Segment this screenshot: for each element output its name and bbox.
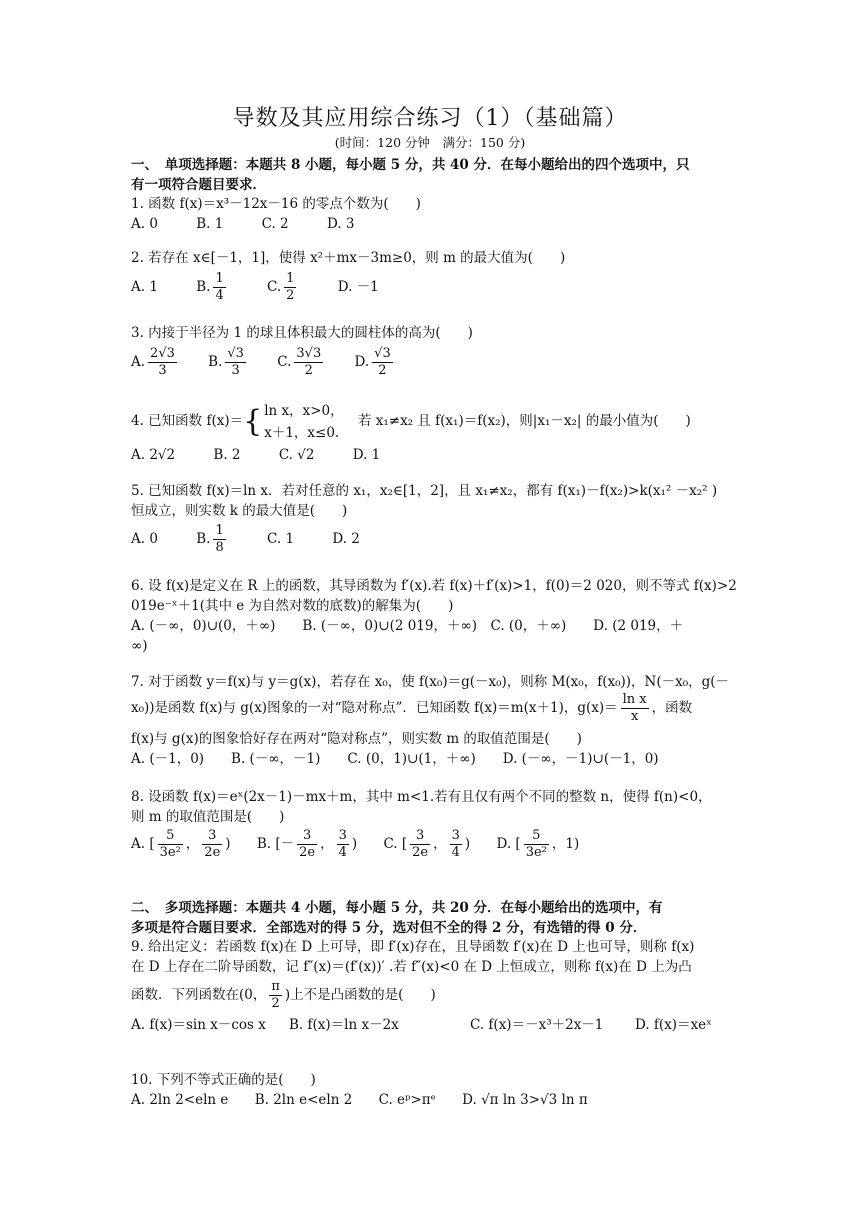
q5-option-b: B. $\frac{1}{8}$ (196, 523, 224, 555)
q1-option-d: D. 3 (326, 216, 355, 232)
q8-option-c: C. [ $\frac{3}{2e}$ ， $\frac{3}{4}$ ) (383, 828, 471, 860)
q4-options (131, 445, 414, 465)
q3-option-d-fraction: $\frac{√3}{2}$ (374, 346, 391, 378)
q1-stem: 1. 函数 f(x)＝x³－12x－16 的零点个数为( ) (131, 196, 421, 212)
q10-option-c: C. eᵖ>πᵉ (378, 1092, 436, 1108)
q9-line3: 函数．下列函数在(0， $\frac{\pi}{2}$ )上不是凸函数的是( ) (131, 979, 436, 1011)
q3-option-b-fraction: $\frac{√3}{3}$ (227, 346, 244, 378)
section1-heading-line2: 有一项符合题目要求． (131, 177, 266, 193)
q2-option-b-fraction: $\frac{1}{4}$ (215, 271, 224, 303)
q2-option-b: B. $\frac{1}{4}$ (196, 271, 224, 303)
q2-option-c-fraction: $\frac{1}{2}$ (286, 271, 295, 303)
q3-option-a-fraction: $\frac{2√3}{3}$ (150, 346, 175, 378)
q3-stem: 3. 内接于半径为 1 的球且体积最大的圆柱体的高为( ) (131, 325, 473, 341)
q6-line4: ∞) (131, 638, 148, 654)
q10-options (131, 1090, 622, 1110)
q4-option-a: A. 2√2 (131, 447, 176, 463)
q9-option-c: C. f(x)＝－x³＋2x－1 (470, 1017, 604, 1033)
q4-piecewise-brace: { (243, 403, 263, 439)
q8-c-frac2: $\frac{3}{4}$ (451, 828, 460, 860)
q5-option-b-fraction: $\frac{1}{8}$ (215, 523, 224, 555)
q8-b-frac2: $\frac{3}{4}$ (338, 828, 347, 860)
q2-option-c: C. $\frac{1}{2}$ (267, 271, 295, 303)
q5-line1: 5. 已知函数 f(x)＝ln x．若对任意的 x₁，x₂∈[1，2]，且 x₁≠x₂，都有 f(x₁)－f(x₂)>k(x₁² －x₂² ) (131, 483, 718, 499)
q2-option-d: D. －1 (337, 279, 379, 295)
q10-stem: 10. 下列不等式正确的是( ) (131, 1072, 316, 1088)
q4-stem: 4. 已知函数 f(x)＝{ ln x，x>0， x＋1，x≤0. 若 x₁≠x₂ 且 f(x₁)＝f(x₂)，则|x₁－x₂| 的最小值为( ) (131, 397, 691, 445)
q8-line2: 则 m 的取值范围是( ) (131, 809, 285, 825)
q8-a-frac1: $\frac{5}{\text{3e²}}$ (159, 828, 181, 860)
q5-line2: 恒成立，则实数 k 的最大值是( ) (131, 503, 348, 519)
q4-piecewise-cases: ln x，x>0， x＋1，x≤0. (264, 402, 344, 441)
q5-options (131, 522, 394, 556)
q2-options (131, 270, 413, 304)
q8-b-frac1: $\frac{3}{2e}$ (299, 828, 316, 860)
q7-fraction: $\frac{\text{ln x}}{x}$ (622, 692, 647, 724)
q3-option-b: B. $\frac{√3}{3}$ (208, 346, 244, 378)
q8-line1: 8. 设函数 f(x)＝eˣ(2x－1)－mx＋m，其中 m<1.若有且仅有两个不同的整数 n，使得 f(n)<0， (131, 789, 712, 805)
q9-option-d: D. f(x)＝xeˣ (635, 1017, 712, 1033)
q4-option-d: D. 1 (352, 447, 381, 463)
q10-option-d: D. √π ln 3>√3 ln π (462, 1092, 588, 1108)
q5-option-a: A. 0 (131, 531, 158, 547)
q8-option-b: B. [－ $\frac{3}{2e}$ ， $\frac{3}{4}$ ) (256, 828, 358, 860)
section2-heading-line2: 多项是符合题目要求．全部选对的得 5 分，选对但不全的得 2 分，有选错的得 0 分． (131, 920, 647, 936)
q6-line2: 019e⁻ˣ＋1(其中 e 为自然对数的底数)的解集为( ) (131, 598, 454, 614)
q6-line3: A. (－∞，0)∪(0，＋∞) B. (－∞，0)∪(2 019，＋∞) C. (0，＋∞) D. (2 019，＋ (131, 618, 684, 634)
q8-c-frac1: $\frac{3}{2e}$ (412, 828, 429, 860)
q10-option-b: B. 2ln e<eln 2 (254, 1092, 353, 1108)
q1-option-b: B. 1 (196, 216, 224, 232)
q8-a-frac2: $\frac{3}{2e}$ (204, 828, 221, 860)
q7-line4: A. (－1，0) B. (－∞，－1) C. (0，1)∪(1，＋∞) D. (－∞，－1)∪(－1，0) (131, 751, 659, 767)
q1-option-c: C. 2 (261, 216, 289, 232)
q3-option-c-fraction: $\frac{3√3}{2}$ (296, 346, 322, 378)
q3-option-a: A. $\frac{2√3}{3}$ (131, 346, 175, 378)
q2-stem: 2. 若存在 x∈[－1，1]，使得 x²＋mx－3m≥0，则 m 的最大值为( ) (131, 250, 566, 266)
q9-line1: 9. 给出定义：若函数 f(x)在 D 上可导，即 f′(x)存在，且导函数 f′(x)在 D 上也可导，则称 f(x) (131, 939, 695, 955)
q4-option-b: B. 2 (213, 447, 241, 463)
q8-options (131, 826, 613, 862)
q8-option-a: A. [ $\frac{5}{\text{3e²}}$ ， $\frac{3}{2e}$ ) (131, 828, 231, 860)
page-subtitle: (时间：120 分钟 满分：150 分) (334, 135, 526, 150)
q4-option-c: C. √2 (278, 447, 315, 463)
q7-line1: 7. 对于函数 y＝f(x)与 y＝g(x)，若存在 x₀，使 f(x₀)＝g(－x₀)，则称 M(x₀，f(x₀))，N(－x₀，g(－ (131, 674, 730, 690)
q9-option-a: A. f(x)＝sin x－cos x (131, 1017, 266, 1033)
q5-option-d: D. 2 (332, 531, 360, 547)
q2-option-a: A. 1 (131, 279, 158, 295)
q9-option-b: B. f(x)＝ln x－2x (289, 1017, 399, 1033)
page-title: 导数及其应用综合练习（1）（基础篇） (232, 106, 628, 131)
q5-option-c: C. 1 (267, 531, 295, 547)
q7-line2: x₀))是函数 f(x)与 g(x)图象的一对“隐对称点”．已知函数 f(x)＝m(x＋1)，g(x)＝ $\frac{\text{ln x}}{x}$ ，函数 (131, 692, 693, 724)
q8-d-frac1: $\frac{5}{\text{3e²}}$ (525, 828, 547, 860)
q1-options (131, 214, 388, 234)
q8-option-d: D. [ $\frac{5}{\text{3e²}}$ ，1) (496, 828, 580, 860)
section1-heading-line1: 一、 单项选择题：本题共 8 小题，每小题 5 分，共 40 分．在每小题给出的四个选项中，只 (131, 157, 690, 173)
q1-option-a: A. 0 (131, 216, 158, 232)
q3-option-c: C. $\frac{3√3}{2}$ (277, 346, 322, 378)
q9-fraction: $\frac{\pi}{2}$ (271, 979, 280, 1011)
q3-option-d: D. $\frac{√3}{2}$ (354, 346, 391, 378)
q6-line1: 6. 设 f(x)是定义在 R 上的函数，其导函数为 f′(x).若 f(x)＋f′(x)>1，f(0)＝2 020，则不等式 f(x)>2 (131, 578, 737, 594)
q9-line2: 在 D 上存在二阶导函数，记 f″(x)＝(f′(x))′ .若 f″(x)<0 在 D 上恒成立，则称 f(x)在 D 上为凸 (131, 959, 692, 975)
q10-option-a: A. 2ln 2<eln e (131, 1092, 229, 1108)
q7-line3: f(x)与 g(x)的图象恰好存在两对“隐对称点”，则实数 m 的取值范围是( ) (131, 731, 582, 747)
section2-heading-line1: 二、 多项选择题：本题共 4 小题，每小题 5 分，共 20 分．在每小题给出的选项中，有 (131, 900, 663, 916)
q3-options (131, 345, 430, 379)
